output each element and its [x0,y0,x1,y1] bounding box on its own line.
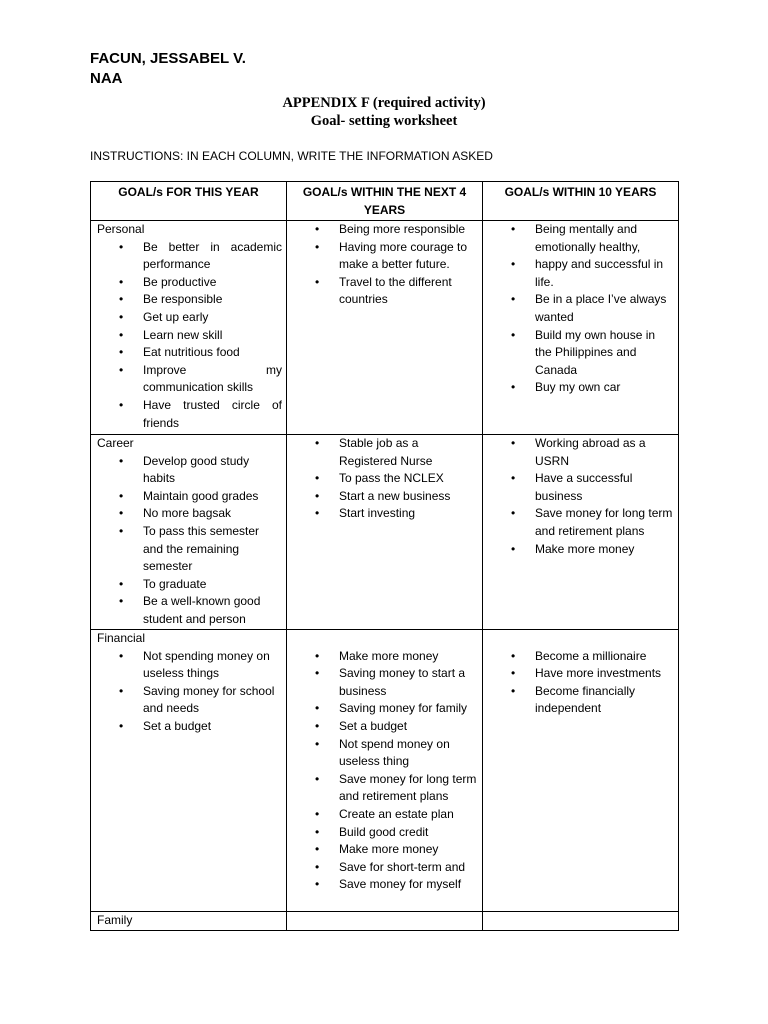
goal-item: • Improve my communication skills [143,362,282,397]
table-row [91,435,679,630]
goal-list [293,648,478,894]
goal-item: • Learn new skill [143,327,282,345]
instructions-text: INSTRUCTIONS: IN EACH COLUMN, WRITE THE INFORMATION ASKED [90,149,493,163]
goal-item: • Make more money [339,648,478,666]
goal-item: • Build good credit [339,824,478,842]
goal-item: • Have a successful business [535,470,674,505]
goal-item: • Have more investments [535,665,674,683]
goal-list [97,648,282,736]
goal-cell-next-4-years [287,630,483,912]
goal-item: • Be in a place I’ve always wanted [535,291,674,326]
line-spacer [489,630,674,648]
goal-item: • Being more responsible [339,221,478,239]
goal-item: • Be a well-known good student and person [143,593,282,628]
goal-item: • Become financially independent [535,683,674,718]
goal-item: • Saving money to start a business [339,665,478,700]
goal-setting-table [90,181,679,931]
goal-cell-this-year [91,221,287,435]
goal-cell-this-year [91,435,287,630]
goal-item: • Start a new business [339,488,478,506]
student-section: NAA [90,70,123,87]
goal-item: • Have trusted circle of friends [143,397,282,432]
goal-item: • Be productive [143,274,282,292]
goal-item: • Save money for long term and retirement plans [339,771,478,806]
goal-item: • Make more money [339,841,478,859]
goal-item: • Start investing [339,505,478,523]
goal-cell-next-4-years [287,912,483,931]
goal-item: • Saving money for family [339,700,478,718]
goal-item: • happy and successful in life. [535,256,674,291]
goal-item: • Become a millionaire [535,648,674,666]
goal-cell-this-year [91,912,287,931]
goal-item: • Save money for long term and retirement plans [535,505,674,540]
goal-item: • Set a budget [143,718,282,736]
goal-item: • Eat nutritious food [143,344,282,362]
goal-cell-this-year [91,630,287,912]
goal-item: • Not spending money on useless things [143,648,282,683]
goal-item: • Build my own house in the Philippines and Canada [535,327,674,380]
category-label: Personal [97,222,145,236]
appendix-title: APPENDIX F (required activity) [282,95,486,111]
column-header-this-year: GOAL/s FOR THIS YEAR [91,182,287,221]
goal-item: • Being mentally and emotionally healthy, [535,221,674,256]
goal-item: • To graduate [143,576,282,594]
worksheet-title: Goal- setting worksheet [310,113,458,129]
category-label: Financial [97,631,146,645]
goal-item: • Be better in academic performance [143,239,282,274]
goal-item: • Make more money [535,541,674,559]
goal-item: • Not spend money on useless thing [339,736,478,771]
table-row [91,630,679,912]
goal-cell-within-10-years [483,221,679,435]
column-header-within-10-years: GOAL/s WITHIN 10 YEARS [483,182,679,221]
goal-item: • Develop good study habits [143,453,282,488]
goal-cell-next-4-years [287,221,483,435]
goal-item: • Be responsible [143,291,282,309]
goal-item: • Having more courage to make a better future. [339,239,478,274]
goal-item: • Set a budget [339,718,478,736]
goal-cell-within-10-years [483,630,679,912]
table-row [91,912,679,931]
goal-list [97,239,282,433]
goal-list [489,435,674,558]
goal-item: • Buy my own car [535,379,674,397]
goal-item: • Get up early [143,309,282,327]
goal-item: • Saving money for school and needs [143,683,282,718]
goal-cell-next-4-years [287,435,483,630]
goal-list [293,221,478,309]
goal-list [489,221,674,397]
goal-list [97,453,282,629]
goal-item: • To pass the NCLEX [339,470,478,488]
goal-item: • Save for short-term and [339,859,478,877]
category-label: Family [97,913,133,927]
goal-item: • Travel to the different countries [339,274,478,309]
line-spacer [293,630,478,648]
goal-item: • Save money for myself [339,876,478,894]
goal-list [489,648,674,718]
goal-item: • Stable job as a Registered Nurse [339,435,478,470]
goal-item: • Working abroad as a USRN [535,435,674,470]
category-label: Career [97,436,134,450]
table-header-row [91,182,679,221]
table-body [91,221,679,931]
goal-cell-within-10-years [483,435,679,630]
goal-cell-within-10-years [483,912,679,931]
column-header-next-4-years: GOAL/s WITHIN THE NEXT 4 YEARS [287,182,483,221]
student-name: FACUN, JESSABEL V. [90,50,246,67]
goal-list [293,435,478,523]
goal-item: • No more bagsak [143,505,282,523]
goal-item: • Maintain good grades [143,488,282,506]
goal-item: • Create an estate plan [339,806,478,824]
student-header [90,49,246,89]
table-row [91,221,679,435]
goal-item: • To pass this semester and the remaining semester [143,523,282,576]
